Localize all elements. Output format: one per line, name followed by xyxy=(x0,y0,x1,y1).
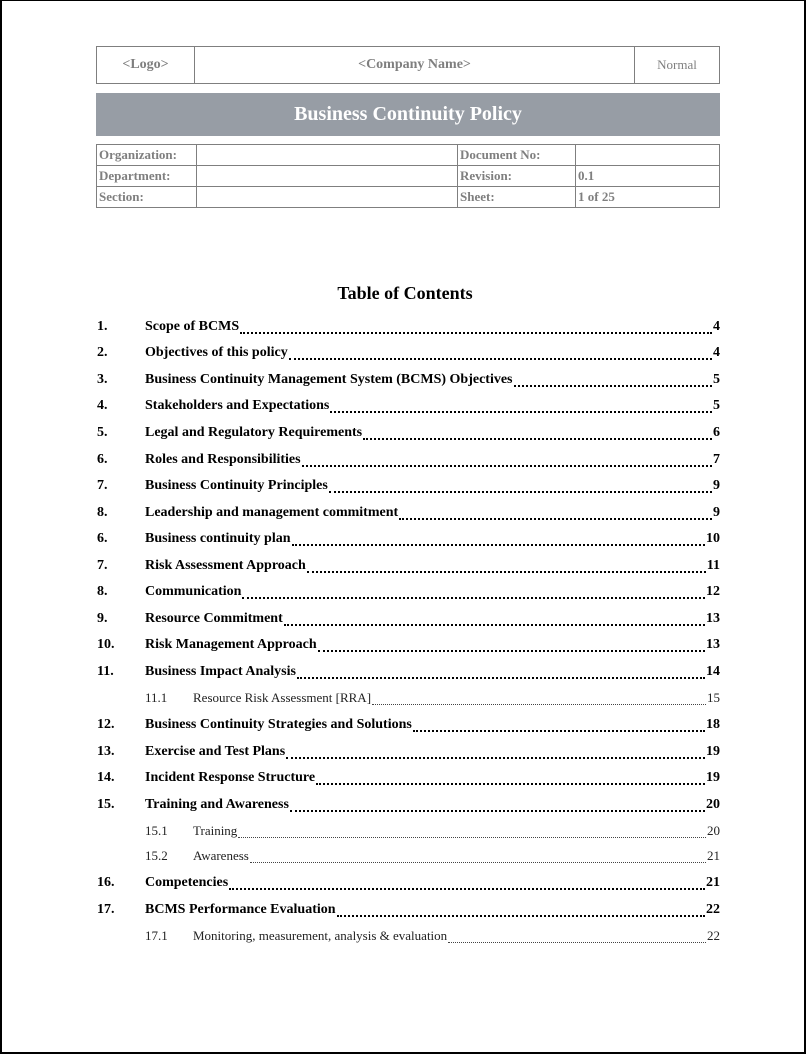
classification-label: Normal xyxy=(635,47,720,84)
toc-entry[interactable] xyxy=(97,372,720,392)
toc-leader-dots xyxy=(514,384,713,387)
toc-entry-number: 6. xyxy=(97,452,108,467)
header-table xyxy=(96,46,720,84)
toc-leader-dots xyxy=(318,649,705,652)
toc-entry-title[interactable]: BCMS Performance Evaluation xyxy=(145,902,336,917)
toc-page-number[interactable]: 21 xyxy=(706,875,720,890)
toc-entry-number: 4. xyxy=(97,398,108,413)
toc-leader-dots xyxy=(242,596,705,599)
toc-entry-number: 13. xyxy=(97,744,115,759)
department-label: Department: xyxy=(97,166,197,187)
toc-entry-title[interactable]: Monitoring, measurement, analysis & evaluation xyxy=(193,928,448,943)
toc-page-number[interactable]: 13 xyxy=(706,611,720,626)
toc-entry-title[interactable]: Scope of BCMS xyxy=(145,319,240,334)
toc-subentry[interactable] xyxy=(97,848,720,868)
sheet-label: Sheet: xyxy=(458,187,576,208)
toc-entry[interactable] xyxy=(97,531,720,551)
toc-leader-dots xyxy=(290,809,705,812)
toc-leader-dots xyxy=(399,517,712,520)
toc-entry-title[interactable]: Stakeholders and Expectations xyxy=(145,398,330,413)
toc-leader-dots xyxy=(297,676,705,679)
toc-page-number[interactable]: 4 xyxy=(713,319,720,334)
toc-entry-title[interactable]: Objectives of this policy xyxy=(145,345,288,360)
toc-page-number[interactable]: 11 xyxy=(706,558,720,573)
toc-leader-dots xyxy=(229,887,705,890)
toc-leader-dots xyxy=(284,623,705,626)
toc-entry-title[interactable]: Leadership and management commitment xyxy=(145,505,399,520)
toc-entry-title[interactable]: Incident Response Structure xyxy=(145,770,316,785)
toc-entry-title[interactable]: Business Impact Analysis xyxy=(145,664,296,679)
toc-leader-dots xyxy=(448,941,706,943)
toc-page-number[interactable]: 22 xyxy=(707,928,720,943)
toc-leader-dots xyxy=(240,331,712,334)
toc-entry-title[interactable]: Training xyxy=(193,823,238,838)
document-meta-table xyxy=(96,144,720,208)
toc-leader-dots xyxy=(330,410,712,413)
toc-entry-number: 2. xyxy=(97,345,108,360)
toc-entry-number: 11. xyxy=(97,664,114,679)
toc-entry-number: 7. xyxy=(97,558,108,573)
toc-page-number[interactable]: 6 xyxy=(713,425,720,440)
toc-entry-number: 3. xyxy=(97,372,108,387)
toc-entry-number: 11.1 xyxy=(145,690,168,705)
toc-page-number[interactable]: 19 xyxy=(706,744,720,759)
toc-leader-dots xyxy=(307,570,706,573)
toc-entry-number: 9. xyxy=(97,611,108,626)
toc-entry-number: 17.1 xyxy=(145,928,168,943)
toc-entry-title[interactable]: Risk Management Approach xyxy=(145,637,317,652)
organization-value xyxy=(197,145,458,166)
toc-entry-title[interactable]: Communication xyxy=(145,584,242,599)
toc-leader-dots xyxy=(337,914,705,917)
toc-entry-number: 8. xyxy=(97,584,108,599)
toc-page-number[interactable]: 14 xyxy=(706,664,720,679)
toc-entry-title[interactable]: Business Continuity Strategies and Solutions xyxy=(145,717,412,732)
toc-page-number[interactable]: 18 xyxy=(706,717,720,732)
toc-entry-number: 17. xyxy=(97,902,115,917)
logo-placeholder: <Logo> xyxy=(97,47,195,84)
toc-entry-number: 15.1 xyxy=(145,823,168,838)
toc-entry[interactable] xyxy=(97,345,720,365)
toc-entry[interactable] xyxy=(97,398,720,418)
organization-label: Organization: xyxy=(97,145,197,166)
toc-entry-number: 16. xyxy=(97,875,115,890)
toc-subentry[interactable] xyxy=(97,928,720,948)
toc-page-number[interactable]: 10 xyxy=(706,531,720,546)
toc-heading: Table of Contents xyxy=(337,283,473,303)
toc-entry-title[interactable]: Business Continuity Principles xyxy=(145,478,328,493)
toc-entry-number: 1. xyxy=(97,319,108,334)
revision-label: Revision: xyxy=(458,166,576,187)
toc-entry[interactable] xyxy=(97,637,720,657)
toc-entry-title[interactable]: Business continuity plan xyxy=(145,531,291,546)
toc-entry-number: 15. xyxy=(97,797,115,812)
toc-leader-dots xyxy=(292,543,706,546)
toc-page-number[interactable]: 5 xyxy=(713,372,720,387)
toc-entry[interactable] xyxy=(97,797,720,817)
toc-entry[interactable] xyxy=(97,717,720,737)
toc-entry-number: 10. xyxy=(97,637,115,652)
section-value xyxy=(197,187,458,208)
toc-page-number[interactable]: 5 xyxy=(713,398,720,413)
toc-page-number[interactable]: 9 xyxy=(713,478,720,493)
toc-entry-number: 15.2 xyxy=(145,848,168,863)
toc-entry[interactable] xyxy=(97,902,720,922)
toc-subentry[interactable] xyxy=(97,690,720,710)
toc-page-number[interactable]: 20 xyxy=(706,797,720,812)
toc-entry[interactable] xyxy=(97,425,720,445)
toc-page-number[interactable]: 22 xyxy=(706,902,720,917)
toc-entry[interactable] xyxy=(97,611,720,631)
toc-page-number[interactable]: 9 xyxy=(713,505,720,520)
toc-leader-dots xyxy=(316,782,705,785)
document-no-label: Document No: xyxy=(458,145,576,166)
toc-entry-number: 12. xyxy=(97,717,115,732)
toc-entry[interactable] xyxy=(97,770,720,790)
toc-leader-dots xyxy=(372,703,706,705)
toc-leader-dots xyxy=(250,861,706,863)
toc-entry-number: 14. xyxy=(97,770,115,785)
toc-leader-dots xyxy=(413,729,705,732)
toc-entry-number: 8. xyxy=(97,505,108,520)
toc-page-number[interactable]: 21 xyxy=(707,848,720,863)
toc-entry[interactable] xyxy=(97,478,720,498)
toc-page-number[interactable]: 13 xyxy=(706,637,720,652)
toc-entry-title[interactable]: Roles and Responsibilities xyxy=(145,452,301,467)
toc-entry-title[interactable]: Awareness xyxy=(193,848,249,863)
toc-entry[interactable] xyxy=(97,584,720,604)
toc-leader-dots xyxy=(329,490,712,493)
sheet-value: 1 of 25 xyxy=(576,187,720,208)
toc-page-number[interactable]: 7 xyxy=(713,452,720,467)
toc-entry-title[interactable]: Risk Assessment Approach xyxy=(145,558,306,573)
toc-page-number[interactable]: 20 xyxy=(707,823,720,838)
company-name: <Company Name> xyxy=(195,47,635,84)
toc-entry-title[interactable]: Legal and Regulatory Requirements xyxy=(145,425,363,440)
toc-leader-dots xyxy=(363,437,712,440)
toc-leader-dots xyxy=(286,756,705,759)
toc-entry-title[interactable]: Business Continuity Management System (BCMS) Objectives xyxy=(145,372,513,387)
toc-entry-number: 6. xyxy=(97,531,108,546)
toc-entry-title[interactable]: Resource Risk Assessment [RRA] xyxy=(193,690,372,705)
toc-leader-dots xyxy=(238,836,706,838)
toc-entry[interactable] xyxy=(97,558,720,578)
toc-subentry[interactable] xyxy=(97,823,720,843)
toc-entry[interactable] xyxy=(97,452,720,472)
revision-value: 0.1 xyxy=(576,166,720,187)
toc-leader-dots xyxy=(289,357,712,360)
toc-entry-number: 5. xyxy=(97,425,108,440)
toc-page-number[interactable]: 15 xyxy=(707,690,720,705)
department-value xyxy=(197,166,458,187)
toc-entry-number: 7. xyxy=(97,478,108,493)
section-label: Section: xyxy=(97,187,197,208)
toc-entry[interactable] xyxy=(97,875,720,895)
toc-page-number[interactable]: 19 xyxy=(706,770,720,785)
toc-leader-dots xyxy=(302,464,712,467)
toc-entry[interactable] xyxy=(97,744,720,764)
toc-entry-title[interactable]: Training and Awareness xyxy=(145,797,289,812)
toc-entry[interactable] xyxy=(97,664,720,684)
toc-entry-title[interactable]: Exercise and Test Plans xyxy=(145,744,286,759)
toc-entry-title[interactable]: Resource Commitment xyxy=(145,611,283,626)
toc-page-number[interactable]: 12 xyxy=(706,584,720,599)
toc-entry[interactable] xyxy=(97,505,720,525)
document-title: Business Continuity Policy xyxy=(96,93,720,136)
toc-entry[interactable] xyxy=(97,319,720,339)
document-no-value xyxy=(576,145,720,166)
toc-page-number[interactable]: 4 xyxy=(713,345,720,360)
toc-entry-title[interactable]: Competencies xyxy=(145,875,229,890)
